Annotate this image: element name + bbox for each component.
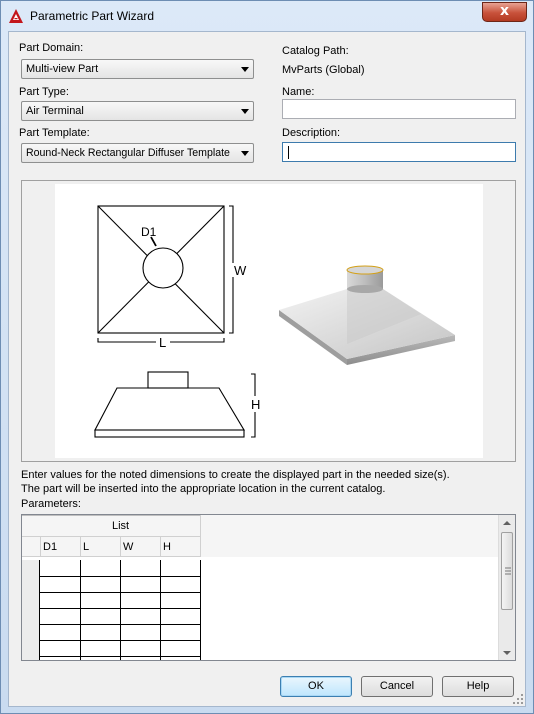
- catalog-path-value: MvParts (Global): [282, 64, 365, 76]
- dialog-client-area: [8, 31, 526, 707]
- help-button[interactable]: Help: [442, 676, 514, 697]
- resize-grip-icon[interactable]: [513, 694, 523, 704]
- preview-panel: [21, 180, 516, 462]
- part-template-label: Part Template:: [19, 127, 90, 139]
- column-header-d1[interactable]: D1: [43, 541, 58, 553]
- autocad-logo-icon: [8, 8, 24, 24]
- close-icon: x: [499, 3, 510, 19]
- part-type-dropdown[interactable]: [21, 101, 254, 121]
- part-preview-image: [55, 184, 483, 458]
- column-header-l[interactable]: L: [83, 541, 90, 553]
- scrollbar-thumb[interactable]: [501, 532, 513, 610]
- part-template-dropdown[interactable]: [21, 143, 254, 163]
- close-button[interactable]: [482, 2, 527, 22]
- description-label: Description:: [282, 127, 341, 139]
- name-input[interactable]: [282, 99, 516, 119]
- elevation-view: [95, 372, 255, 437]
- text-caret: [288, 146, 289, 159]
- catalog-path-label: Catalog Path:: [282, 45, 349, 57]
- dimension-h-label: H: [251, 397, 261, 412]
- part-domain-value: Multi-view Part: [26, 63, 99, 75]
- scroll-up-arrow-icon[interactable]: [503, 521, 511, 525]
- part-domain-label: Part Domain:: [19, 42, 84, 54]
- chevron-down-icon: [241, 151, 249, 156]
- parameters-label: Parameters:: [21, 498, 81, 510]
- part-domain-dropdown[interactable]: [21, 59, 254, 79]
- diffuser-3d-render: [279, 266, 455, 365]
- column-header-w[interactable]: W: [123, 541, 134, 553]
- parameters-grid[interactable]: [21, 514, 516, 661]
- cancel-button[interactable]: Cancel: [361, 676, 433, 697]
- diffuser-drawing: [55, 184, 483, 458]
- plan-view: [98, 206, 233, 342]
- ok-button[interactable]: OK: [280, 676, 352, 697]
- grid-lines: [22, 515, 500, 660]
- grip-icon: [503, 566, 513, 576]
- dimension-l-label: L: [159, 335, 167, 350]
- scroll-down-arrow-icon[interactable]: [503, 651, 511, 655]
- grid-vertical-scrollbar[interactable]: [498, 515, 515, 660]
- part-type-label: Part Type:: [19, 86, 69, 98]
- dimension-d1-label: D1: [141, 225, 157, 239]
- instructions-line-2: The part will be inserted into the appropriate location in the current catalog.: [21, 483, 386, 495]
- part-template-value: Round-Neck Rectangular Diffuser Template: [26, 147, 230, 159]
- chevron-down-icon: [241, 67, 249, 72]
- chevron-down-icon: [241, 109, 249, 114]
- title-bar[interactable]: [1, 1, 533, 31]
- name-label: Name:: [282, 86, 315, 98]
- description-input[interactable]: [282, 142, 516, 162]
- part-type-value: Air Terminal: [26, 105, 84, 117]
- instructions-line-1: Enter values for the noted dimensions to create the displayed part in the needed size(s).: [21, 469, 450, 481]
- window-title: Parametric Part Wizard: [30, 9, 155, 23]
- grid-group-header: List: [112, 520, 130, 532]
- dimension-w-label: W: [234, 263, 247, 278]
- column-header-h[interactable]: H: [163, 541, 171, 553]
